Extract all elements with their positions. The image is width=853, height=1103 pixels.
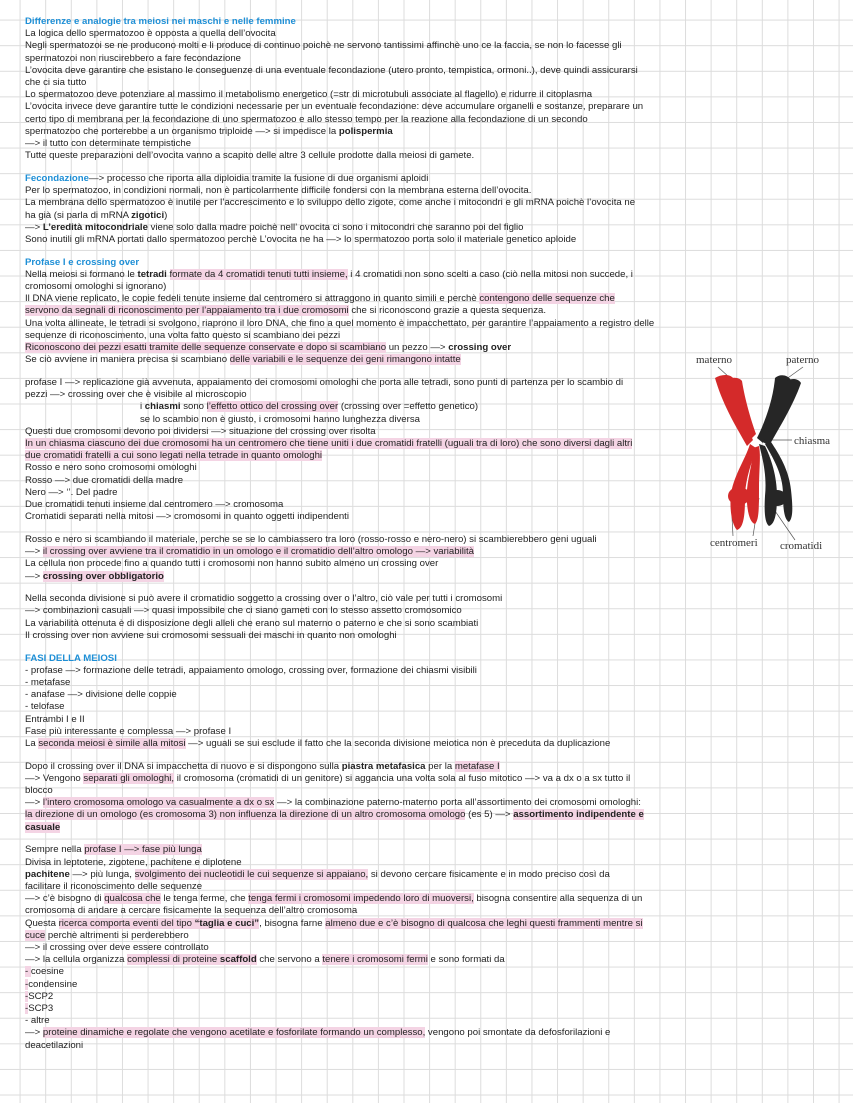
text-span: i: [140, 401, 145, 413]
text-span: se lo scambio non è giusto, i cromosomi hanno lunghezza diversa: [140, 413, 420, 425]
text-line: [25, 53, 695, 65]
text-line: [25, 138, 695, 150]
text-line: [25, 426, 695, 438]
text-line: [25, 101, 695, 113]
text-span: —> uguali se sui esclude il fatto che la seconda divisione meiotica non è preceduta da duplicazione: [185, 737, 611, 749]
text-span: Tutte queste preparazioni dell’ovocita vanno a scapito delle altre 3 cellule prodotte dalla meiosi di gamete.: [25, 150, 475, 162]
text-span: Nero —> ‘’. Del padre: [25, 486, 118, 498]
text-span: SCP3: [28, 1003, 54, 1015]
text-line: [25, 1003, 695, 1015]
text-line: [25, 797, 695, 809]
text-span: FASI DELLA MEIOSI: [25, 652, 117, 664]
text-span: zigotici: [131, 209, 165, 221]
text-span: le tenga ferme, che: [160, 893, 249, 905]
text-span: “taglia e cuci”: [194, 917, 260, 929]
text-line: [25, 785, 695, 797]
text-line: [25, 809, 695, 821]
text-line: [25, 677, 695, 689]
text-span: , bisogna farne: [259, 917, 326, 929]
text-span: un pezzo —>: [386, 342, 449, 354]
text-span: tenga fermi i cromosomi impedendo loro di muoversi,: [248, 893, 474, 905]
text-line: [25, 185, 695, 197]
label-centromeri: centromeri: [710, 537, 758, 549]
text-span: viene solo dalla madre poichè nell’ ovocita ci sono i mitocondri che saranno poi del figlio: [147, 221, 524, 233]
text-span: certo tipo di membrana per la fecondazione di uno spermatozoo e allo stesso tempo per la reazione alla fecondazione di un secondo: [25, 113, 588, 125]
text-span: i 4 cromatidi non sono scelti a caso (ciò nella mitosi non succede, i: [347, 268, 633, 280]
text-span: servono da segnali di riconoscimento per l’appaiamento tra i due cromosomi: [25, 305, 349, 317]
text-span: L’ovocita deve garantire che esistano le conseguenze di una eventuale fecondazione (utero pronto, tempistica, ormoni..), deve quindi assicurarsi: [25, 64, 638, 76]
text-span: per la: [425, 760, 455, 772]
text-line: [25, 28, 695, 40]
text-line: [25, 450, 695, 462]
text-line: [25, 966, 695, 978]
paragraph-gap: [25, 366, 695, 377]
text-line: [25, 558, 695, 570]
text-line: [25, 726, 695, 738]
text-span: Nella meiosi si formano le: [25, 268, 138, 280]
text-span: (crossing over =effetto genetico): [338, 401, 479, 413]
text-span: Una volta allineate, le tetradi si svolgono, riaprono il loro DNA, che fino a quel momento è impacchettato, per garantire l’appaiamento a registro delle: [25, 317, 655, 329]
text-span: polispermia: [338, 125, 393, 137]
section-heading: [25, 16, 695, 28]
text-line: [25, 844, 695, 856]
text-span: —>: [25, 1027, 43, 1039]
label-cromatidi: cromatidi: [780, 540, 823, 552]
label-materno: materno: [696, 354, 733, 366]
text-span: Fecondazione: [25, 172, 89, 184]
text-span: crossing over obbligatorio: [42, 570, 164, 582]
text-line: [25, 979, 695, 991]
text-span: profase I —> replicazione già avvenuta, appaiamento dei cromosomi omologhi che porta alle tetradi, sono punti di partenza per lo scambio di: [25, 376, 624, 388]
text-line: [25, 546, 695, 558]
text-span: Rosso e nero si scambiando il materiale, perche se se lo cambiassero tra loro (rosso-rosso e nero-nero) si scambierebbero geni uguali: [25, 533, 597, 545]
text-span: facilitare il riconoscimento delle sequenze: [25, 881, 203, 892]
text-span: si devono cercare fisicamente e in modo preciso così da: [368, 868, 610, 880]
text-span: Questa: [25, 917, 59, 929]
text-span: -: [25, 1003, 29, 1015]
text-span: cuce: [25, 929, 46, 941]
text-span: Il crossing over non avviene sui cromosomi sessuali dei maschi in quanto non omologhi: [25, 629, 397, 641]
text-line: [25, 281, 695, 293]
text-span: due cromatidi fratelli a cui sono legati nella tetrade in quanto omologhi: [25, 450, 323, 462]
text-span: metafase I: [454, 760, 500, 772]
text-span: che si riconoscono grazie a questa sequenza.: [348, 305, 547, 317]
text-span: ha già (si parla di mRNA: [25, 209, 132, 221]
text-span: deacetilazioni: [25, 1039, 84, 1051]
text-line: [25, 438, 695, 450]
text-span: —> la combinazione paterno-materno porta all’assortimento dei cromosomi omologhi:: [274, 797, 641, 809]
paragraph-gap: [25, 246, 695, 257]
text-line: [25, 330, 695, 342]
text-line: [25, 462, 695, 474]
text-line: [25, 1027, 695, 1039]
text-line: [25, 869, 695, 881]
text-line: [25, 761, 695, 773]
text-line: [25, 173, 695, 185]
text-span: Il DNA viene replicato, le copie fedeli tenute insieme dal centromero si attraggono in quanto simili e perchè: [25, 293, 480, 305]
label-paterno: paterno: [786, 354, 819, 366]
text-span: cromosoma di andare a cercare fisicamente la sequenza dell’altro cromosoma: [25, 905, 358, 917]
text-span: proteine dinamiche e regolate che vengono acetilate e fosforilate formando un complesso,: [42, 1027, 426, 1039]
text-line: [25, 905, 695, 917]
paternal-chromosome: [757, 375, 801, 526]
text-line: [25, 377, 695, 389]
text-span: —> Vengono: [25, 772, 84, 784]
text-line: [25, 401, 695, 413]
text-span: La membrana dello spermatozoo è inutile per l’accrescimento e lo sviluppo dello zigote, come anche i mitocondri e gli mRNA poichè l’ovocita ne: [25, 197, 636, 209]
text-line: [25, 354, 695, 366]
text-span: Lo spermatozoo deve potenziare al massimo il metabolismo energetico (=str di microtubuli associate al flagello) e ridurre il citoplasma: [25, 89, 593, 101]
text-span: La cellula non procede fino a quando tutti i cromosomi non hanno subito almeno un crossing over: [25, 558, 439, 570]
text-line: [25, 593, 695, 605]
text-line: [25, 499, 695, 511]
text-span: La variabilità ottenuta è di disposizione degli alleli che erano sul materno o paterno e che si sono scambiati: [25, 617, 479, 629]
text-span: SCP2: [28, 990, 54, 1002]
text-span: -: [25, 966, 31, 978]
text-span: Rosso e nero sono cromosomi omologhi: [25, 462, 197, 474]
text-span: vengono poi smontate da defosforilazioni e: [425, 1027, 611, 1039]
text-span: Entrambi I e II: [25, 713, 85, 725]
text-line: [25, 40, 695, 52]
text-span: Profase I e crossing over: [25, 256, 140, 268]
text-span: l’intero cromosoma omologo va casualmente a dx o sx: [42, 797, 275, 809]
text-line: [25, 930, 695, 942]
text-line: [25, 305, 695, 317]
text-span: —> il tutto con determinate tempistiche: [25, 138, 192, 150]
text-span: sequenze di riconoscimento, una volta fatto questo si scambiano dei pezzi: [25, 329, 341, 341]
text-span: almeno due e c’è bisogno di qualcosa che leghi questi frammenti mentre si: [325, 917, 643, 929]
text-span: —>: [25, 570, 43, 582]
paragraph-gap: [25, 162, 695, 173]
text-span: svolgimento dei nucleotidi le cui sequenze si appaiano,: [134, 868, 369, 880]
text-line: [25, 571, 695, 583]
text-line: [25, 77, 695, 89]
text-line: [25, 475, 695, 487]
text-span: Nella seconda divisione si può avere il cromatidio soggetto a crossing over o l’altro, ciò vale per tutti i cromosomi: [25, 593, 503, 605]
text-span: ): [164, 209, 168, 221]
text-span: la direzione di un omologo (es cromosoma 3) non influenza la direzione di un altro cromosoma omologo: [25, 809, 466, 821]
text-line: [25, 89, 695, 101]
document-body: [25, 16, 695, 1052]
text-line: [25, 773, 695, 785]
text-line: [25, 293, 695, 305]
text-span: - telofase: [25, 701, 65, 713]
text-span: - profase —> formazione delle tetradi, appaiamento omologo, crossing over, formazione dei chiasmi visibili: [25, 664, 477, 676]
text-span: La: [25, 737, 39, 749]
text-line: [25, 65, 695, 77]
text-span: pachitene: [25, 868, 70, 880]
text-span: formate da 4 cromatidi tenuti tutti insieme,: [169, 268, 348, 280]
text-span: Questi due cromosomi devono poi dividersi —> situazione del crossing over risolta: [25, 425, 376, 437]
text-line: [25, 689, 695, 701]
text-span: cromosomi omologhi si ignorano): [25, 281, 167, 293]
text-line: [25, 222, 695, 234]
text-line: [25, 893, 695, 905]
text-span: In un chiasma ciascuno dei due cromosomi ha un centromero che tiene uniti i due cromatidi fratelli (uguali tra di loro) che sono diversi dagli altri: [25, 438, 633, 449]
text-span: che ci sia tutto: [25, 77, 87, 89]
text-span: il cromosoma (cromatidi di un genitore) si aggancia una volta sola al fuso mitotico —> va a dx o a sx tutto il: [174, 772, 631, 784]
text-span: complessi di proteine: [127, 954, 220, 966]
text-line: [25, 269, 695, 281]
text-line: [25, 665, 695, 677]
text-span: seconda meiosi è simile alla mitosi: [38, 737, 186, 749]
text-line: [25, 918, 695, 930]
text-line: [25, 487, 695, 499]
text-span: ricerca comporta eventi del tipo: [58, 917, 195, 929]
text-span: spermatozoo che porterebbe a un organismo triploide —> si impedisce la: [25, 125, 339, 137]
text-span: condensine: [28, 978, 78, 990]
text-line: [25, 150, 695, 162]
text-span: separati gli omologhi,: [83, 772, 175, 784]
text-span: (es 5) —>: [465, 809, 514, 821]
text-span: spermatozoi non riuscirebbero a fare fecondazione: [25, 52, 241, 64]
text-span: Riconoscono dei pezzi esatti tramite delle sequenze conservate e dopo si scambiano: [25, 342, 387, 354]
paragraph-gap: [25, 750, 695, 761]
text-span: Fase più interessante e complessa —> profase I: [25, 725, 232, 737]
text-span: che servono a: [256, 954, 323, 966]
text-line: [25, 630, 695, 642]
section-heading: [25, 653, 695, 665]
text-span: tetradi: [137, 268, 167, 280]
text-span: qualcosa che: [104, 893, 161, 905]
text-span: profase I —> fase più lunga: [84, 844, 202, 856]
text-line: [25, 114, 695, 126]
text-span: Divisa in leptotene, zigotene, pachitene e diplotene: [25, 856, 242, 868]
text-span: —> processo che riporta alla diploidia tramite la fusione di due organismi aploidi: [88, 172, 429, 184]
text-line: [25, 210, 695, 222]
text-line: [25, 701, 695, 713]
label-chiasma: chiasma: [794, 435, 831, 447]
text-span: Differenze e analogie tra meiosi nei maschi e nelle femmine: [25, 16, 296, 27]
text-span: coesine: [30, 966, 64, 978]
paragraph-gap: [25, 523, 695, 534]
text-span: blocco: [25, 785, 53, 797]
text-span: Rosso —> due cromatidi della madre: [25, 474, 184, 486]
text-span: —> il crossing over deve essere controllato: [25, 942, 209, 954]
text-span: Se ciò avviene in maniera precisa si scambiano: [25, 354, 230, 366]
text-line: [25, 857, 695, 869]
text-span: Due cromatidi tenuti insieme dal centromero —> cromosoma: [25, 499, 284, 511]
text-span: Sempre nella: [25, 844, 85, 856]
text-line: [25, 511, 695, 523]
section-heading: [25, 257, 695, 269]
text-span: La logica dello spermatozoo è opposta a quella dell’ovocita: [25, 28, 276, 40]
text-span: tenere i cromosomi fermi: [322, 954, 428, 966]
text-line: [25, 318, 695, 330]
text-line: [25, 389, 695, 401]
text-line: [25, 738, 695, 750]
text-span: crossing over: [448, 342, 512, 354]
text-span: -: [25, 978, 29, 990]
text-line: [25, 1040, 695, 1052]
text-span: Cromatidi separati nella mitosi —> cromosomi in quanto oggetti indipendenti: [25, 511, 349, 523]
paragraph-gap: [25, 834, 695, 845]
text-span: bisogna consentire alla sequenza di un: [473, 893, 643, 905]
text-line: [25, 954, 695, 966]
text-line: [25, 342, 695, 354]
chromosome-figure: [693, 348, 851, 553]
text-span: l’effetto ottico del crossing over: [206, 401, 339, 413]
text-span: sono: [180, 401, 207, 413]
text-span: pezzi —> crossing over che è visibile al microscopio: [25, 389, 247, 401]
text-span: assortimento indipendente e: [513, 809, 644, 821]
text-line: [25, 197, 695, 209]
text-span: —> combinazioni casuali —> quasi impossibile che ci siano gameti con lo stesso assetto cromosomico: [25, 605, 462, 617]
text-span: —>: [25, 797, 43, 809]
text-line: [25, 534, 695, 546]
text-line: [25, 822, 695, 834]
text-span: casuale: [25, 821, 61, 833]
text-line: [25, 234, 695, 246]
text-span: piastra metafasica: [341, 760, 426, 772]
text-line: [25, 414, 695, 426]
text-span: —> c’è bisogno di: [25, 893, 105, 905]
text-line: [25, 618, 695, 630]
text-line: [25, 714, 695, 726]
text-line: [25, 881, 695, 893]
text-span: perchè altrimenti si perderebbero: [45, 929, 189, 941]
paragraph-gap: [25, 642, 695, 653]
text-line: [25, 126, 695, 138]
text-span: L’eredità mitocondriale: [42, 221, 148, 233]
text-span: —> la cellula organizza: [25, 954, 128, 966]
text-span: il crossing over avviene tra il cromatidio in un omologo e il cromatidio dell’altro omologo —> variabilità: [42, 546, 474, 558]
text-span: e sono formati da: [427, 954, 505, 966]
text-line: [25, 1015, 695, 1027]
text-span: scaffold: [219, 954, 257, 966]
maternal-chromosome: [715, 375, 760, 530]
paragraph-gap: [25, 583, 695, 594]
text-span: Sono inutili gli mRNA portati dallo spermatozoo perchè L’ovocita ne ha —> lo spermatozoo porta solo il materiale genetico aploide: [25, 233, 577, 245]
text-span: chiasmi: [144, 401, 181, 413]
text-span: - altre: [25, 1015, 50, 1027]
text-span: Per lo spermatozoo, in condizioni normali, non è particolarmente difficile fondersi con la membrana esterna dell’ovocita.: [25, 185, 532, 197]
text-span: L’ovocita invece deve garantire tutte le condizioni necessarie per un eventuale fecondazione: deve accumulare organelli e sostanze, preparare un: [25, 101, 644, 113]
text-line: [25, 942, 695, 954]
text-line: [25, 991, 695, 1003]
text-span: contengono delle sequenze che: [479, 293, 615, 305]
text-span: —> più lunga,: [69, 868, 135, 880]
text-span: - metafase: [25, 676, 71, 688]
text-span: —>: [25, 546, 43, 558]
text-span: -: [25, 990, 29, 1002]
text-span: Negli spermatozoi se ne producono molti e li produce di continuo poichè ne servono tantissimi affinchè uno ce la faccia, se non lo facesse gli: [25, 40, 622, 52]
text-span: —>: [25, 221, 43, 233]
text-line: [25, 605, 695, 617]
text-span: delle variabili e le sequenze dei geni rimangono intatte: [229, 354, 461, 366]
text-span: - anafase —> divisione delle coppie: [25, 689, 177, 701]
text-span: Dopo il crossing over il DNA si impacchetta di nuovo e si dispongono sulla: [25, 760, 342, 772]
